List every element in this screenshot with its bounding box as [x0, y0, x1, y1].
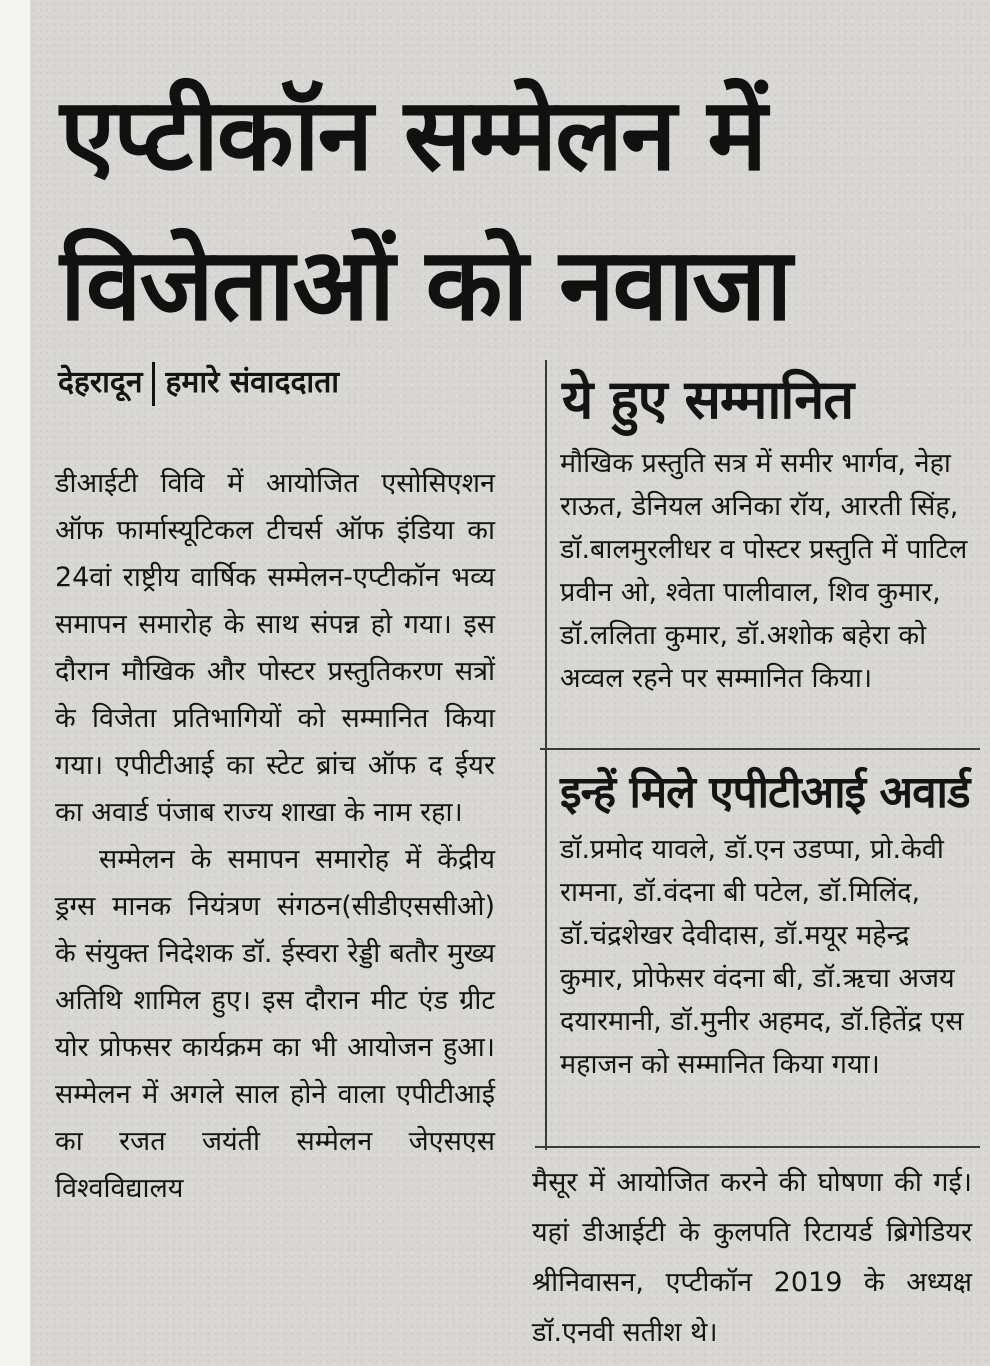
sidebar-bottom-divider [535, 1146, 980, 1148]
dateline-place: देहरादून [58, 365, 143, 400]
article-paragraph-2: सम्मेलन के समापन समारोह में केंद्रीय ड्रग्स मानक नियंत्रण संगठन(सीडीएससीओ) के संयुक्त निदेशक डॉ. ईस्वरा रेड्डी बतौर मुख्य अतिथि शामिल हुए। इस दौरान मीट एंड ग्रीट योर प्रोफसर कार्यक्रम का भी आयोजन हुआ। सम्मेलन में अगले साल होने वाला एपीटीआई का रजत जयंती सम्मेलन जेएसएस विश्वविद्यालय [55, 844, 495, 1204]
article-continuation [532, 1158, 972, 1358]
sidebar-honored [560, 360, 970, 700]
page-margin [0, 0, 30, 1366]
dateline-byline: हमारे संवाददाता [165, 365, 340, 400]
dateline [58, 360, 339, 406]
dateline-separator [152, 362, 155, 406]
headline-line-2: विजेताओं को नवाजा [60, 226, 791, 343]
sidebar-divider [540, 748, 980, 750]
sidebar-awards-heading: इन्हें मिले एपीटीआई अवार्ड [560, 767, 970, 818]
sidebar-awards-text: डॉ.प्रमोद यावले, डॉ.एन उडप्पा, प्रो.केवी रामना, डॉ.वंदना बी पटेल, डॉ.मिलिंद, डॉ.चंद्रशेखर देवीदास, डॉ.मयूर महेन्द्र कुमार, प्रोफेसर वंदना बी, डॉ.ऋचा अजय दयारमानी, डॉ.मुनीर अहमद, डॉ.हितेंद्र एस महाजन को सम्मानित किया गया। [560, 834, 964, 1080]
continuation-paragraph: मैसूर में आयोजित करने की घोषणा की गई। यहां डीआईटी के कुलपति रिटायर्ड ब्रिगेडियर श्रीनिवासन, एप्टीकॉन 2019 के अध्यक्ष डॉ.एनवी सतीश थे। [532, 1167, 972, 1348]
sidebar-awards [560, 762, 980, 1086]
article-paragraph-1: डीआईटी विवि में आयोजित एसोसिएशन ऑफ फार्मास्यूटिकल टीचर्स ऑफ इंडिया का 24वां राष्ट्रीय वार्षिक सम्मेलन-एप्टीकॉन भव्य समापन समारोह के साथ संपन्न हो गया। इस दौरान मौखिक और पोस्टर प्रस्तुतिकरण सत्रों के विजेता प्रतिभागियों को सम्मानित किया गया। एपीटीआई का स्टेट ब्रांच ऑफ द ईयर का अवार्ड पंजाब राज्य शाखा के नाम रहा। [55, 468, 495, 828]
headline [60, 60, 940, 360]
sidebar-honored-text: मौखिक प्रस्तुति सत्र में समीर भार्गव, नेहा राऊत, डेनियल अनिका रॉय, आरती सिंह, डॉ.बालमुरलीधर व पोस्टर प्रस्तुति में पाटिल प्रवीन ओ, श्वेता पालीवाल, शिव कुमार, डॉ.ललिता कुमार, डॉ.अशोक बहेरा को अव्वल रहने पर सम्मानित किया। [560, 448, 968, 694]
main-article-column [55, 460, 495, 1212]
sidebar-honored-heading: ये हुए सम्मानित [562, 368, 854, 431]
headline-line-1: एप्टीकॉन सम्मेलन में [60, 76, 766, 193]
column-divider [545, 360, 547, 1150]
